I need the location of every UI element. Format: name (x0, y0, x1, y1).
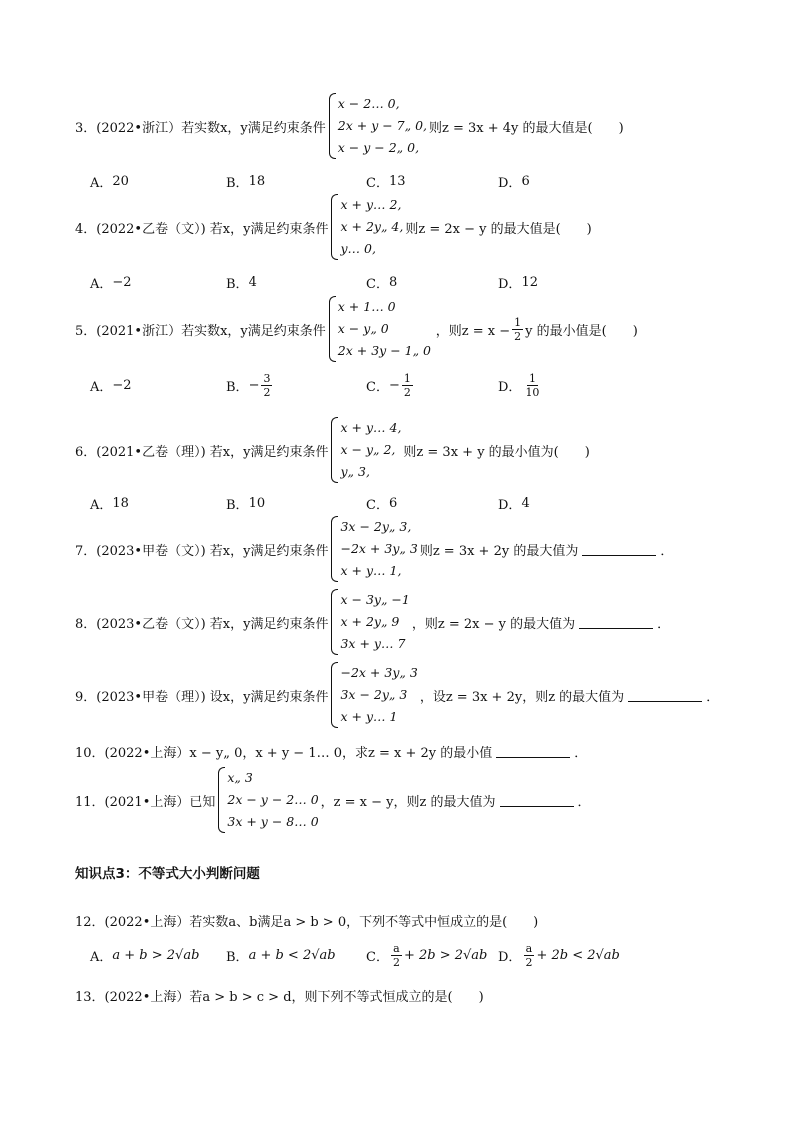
left-brace (331, 516, 338, 582)
choice-b[interactable]: B． a + b < 2√ab (226, 948, 336, 965)
choices-3 (90, 172, 530, 191)
period: ． (660, 543, 674, 559)
question-7 (75, 516, 673, 582)
constraint-line: x − y − 2„ 0, (337, 140, 420, 155)
constraint-line: 3x − 2y„ 3, (340, 519, 412, 534)
constraint-line: 3x − 2y„ 3 (340, 687, 408, 702)
choice-b[interactable]: B． 4 (226, 275, 257, 292)
choices-12 (90, 942, 620, 969)
choices-4 (90, 273, 538, 292)
answer-blank[interactable] (582, 543, 656, 556)
question-4 (75, 194, 592, 260)
choice-a[interactable]: A． −2 (90, 378, 132, 395)
constraint-line: x − y„ 0 (337, 321, 389, 336)
constraint-system (329, 296, 434, 362)
constraint-line: 3x + y − 8… 0 (227, 814, 319, 829)
choices-6 (90, 494, 530, 513)
choice-a[interactable]: A． 18 (90, 496, 129, 513)
constraint-system (329, 93, 427, 159)
question-stem: 9．(2023•甲卷（理）) 设x，y满足约束条件 (75, 689, 329, 705)
question-6 (75, 417, 590, 483)
choice-b[interactable]: B． 18 (226, 174, 266, 191)
question-3 (75, 93, 624, 159)
question-stem: 6．(2021•乙卷（理）) 若x，y满足约束条件 (75, 444, 329, 460)
choice-c[interactable]: C． 6 (366, 496, 398, 513)
question-tail: ，则z = 2x − y 的最大值为 (411, 616, 576, 632)
question-stem: 4．(2022•乙卷（文）) 若x，y满足约束条件 (75, 221, 329, 237)
question-13: 13．(2022•上海）若a > b > c > d，则下列不等式恒成立的是( ) (75, 990, 484, 1005)
choice-a[interactable]: A． a + b > 2√ab (90, 948, 200, 965)
question-stem: 8．(2023•乙卷（文）) 若x，y满足约束条件 (75, 616, 329, 632)
left-brace (218, 767, 225, 833)
constraint-line: −2x + 3y„ 3 (340, 665, 418, 680)
left-brace (331, 662, 338, 728)
constraint-line: y… 0, (340, 241, 376, 256)
period: ． (577, 794, 591, 810)
choice-c[interactable]: C． 13 (366, 174, 406, 191)
left-brace (331, 589, 338, 655)
question-tail: 则z = 2x − y 的最大值是( ) (405, 221, 592, 237)
question-stem: 3．(2022•浙江）若实数x，y满足约束条件 (75, 120, 326, 136)
section-title: 知识点3：不等式大小判断问题 (75, 866, 260, 882)
constraint-line: 2x + y − 7„ 0, (337, 118, 428, 133)
question-10 (75, 742, 587, 761)
choice-a[interactable]: A． −2 (90, 275, 132, 292)
question-12: 12．(2022•上海）若实数a、b满足a > b > 0，下列不等式中恒成立的是( ) (75, 915, 539, 930)
constraint-line: x − 2… 0, (337, 96, 400, 111)
choice-d[interactable]: D． 6 (498, 174, 530, 191)
constraint-line: 2x + 3y − 1„ 0 (337, 343, 431, 358)
constraint-line: x + 2y„ 9 (340, 614, 400, 629)
period: ． (706, 689, 720, 705)
fraction: $\frac{3}{2}$ (263, 372, 271, 399)
question-tail: y 的最小值是( ) (525, 323, 638, 339)
constraint-line: 2x − y − 2… 0 (227, 792, 319, 807)
choice-d[interactable]: D． $\frac{1}{10}$ (498, 372, 540, 399)
answer-blank[interactable] (628, 689, 702, 702)
answer-blank[interactable] (496, 745, 570, 758)
constraint-line: 3x + y… 7 (340, 636, 406, 651)
constraint-line: −2x + 3y„ 3 (340, 541, 418, 556)
answer-blank[interactable] (579, 616, 653, 629)
question-stem: 11．(2021•上海）已知 (75, 794, 216, 810)
choice-d[interactable]: D． $\frac{a}{2}$ + 2b < 2√ab (498, 942, 620, 969)
constraint-system (331, 194, 403, 260)
constraint-system (331, 516, 417, 582)
constraint-system (331, 589, 409, 655)
answer-blank[interactable] (500, 794, 574, 807)
question-stem: 10．(2022•上海）x − y„ 0，x + y − 1… 0，求z = x + 2y 的最小值 (75, 746, 493, 761)
question-tail: ，设z = 3x + 2y，则z 的最大值为 (419, 689, 625, 705)
choice-d[interactable]: D． 12 (498, 275, 538, 292)
question-9 (75, 662, 719, 728)
question-stem: 5．(2021•浙江）若实数x，y满足约束条件 (75, 323, 326, 339)
fraction: $\frac{a}{2}$ (392, 942, 400, 969)
constraint-system (331, 417, 401, 483)
choice-c[interactable]: C． − $\frac{1}{2}$ (366, 372, 411, 399)
constraint-line: x + 2y„ 4, (340, 219, 404, 234)
fraction: $\frac{1}{2}$ (403, 372, 411, 399)
choice-b[interactable]: B． − $\frac{3}{2}$ (226, 372, 271, 399)
constraint-system (331, 662, 417, 728)
question-11 (75, 767, 591, 833)
left-brace (331, 194, 338, 260)
left-brace (329, 296, 336, 362)
constraint-system (218, 767, 318, 833)
constraint-line: y„ 3, (340, 464, 370, 479)
question-stem: 7．(2023•甲卷（文）) 若x，y满足约束条件 (75, 543, 329, 559)
choice-d[interactable]: D． 4 (498, 496, 530, 513)
constraint-line: x − y„ 2, (340, 442, 396, 457)
fraction: $\frac{a}{2}$ (525, 942, 533, 969)
left-brace (329, 93, 336, 159)
question-tail: ，则z = x − (435, 323, 511, 339)
constraint-line: x + y… 4, (340, 420, 402, 435)
constraint-line: x + 1… 0 (337, 299, 396, 314)
choice-a[interactable]: A． 20 (90, 174, 129, 191)
question-5 (75, 296, 638, 362)
question-tail: ，z = x − y，则z 的最大值为 (320, 794, 496, 810)
fraction: $\frac{1}{2}$ (514, 315, 522, 343)
choices-5 (90, 372, 543, 399)
constraint-line: x„ 3 (227, 770, 253, 785)
left-brace (331, 417, 338, 483)
question-tail: 则z = 3x + 2y 的最大值为 (419, 543, 579, 559)
choice-b[interactable]: B． 10 (226, 496, 266, 513)
constraint-line: x + y… 2, (340, 197, 402, 212)
constraint-line: x − 3y„ −1 (340, 592, 410, 607)
period: ． (657, 616, 671, 632)
choice-c[interactable]: C． 8 (366, 275, 398, 292)
constraint-line: x + y… 1 (340, 709, 398, 724)
fraction: $\frac{1}{10}$ (525, 372, 540, 399)
period: ． (574, 746, 588, 761)
question-tail: 则z = 3x + 4y 的最大值是( ) (429, 120, 624, 136)
constraint-line: x + y… 1, (340, 563, 402, 578)
question-tail: 则z = 3x + y 的最小值为( ) (403, 444, 590, 460)
choice-c[interactable]: C． $\frac{a}{2}$ + 2b > 2√ab (366, 942, 488, 969)
question-8 (75, 589, 670, 655)
